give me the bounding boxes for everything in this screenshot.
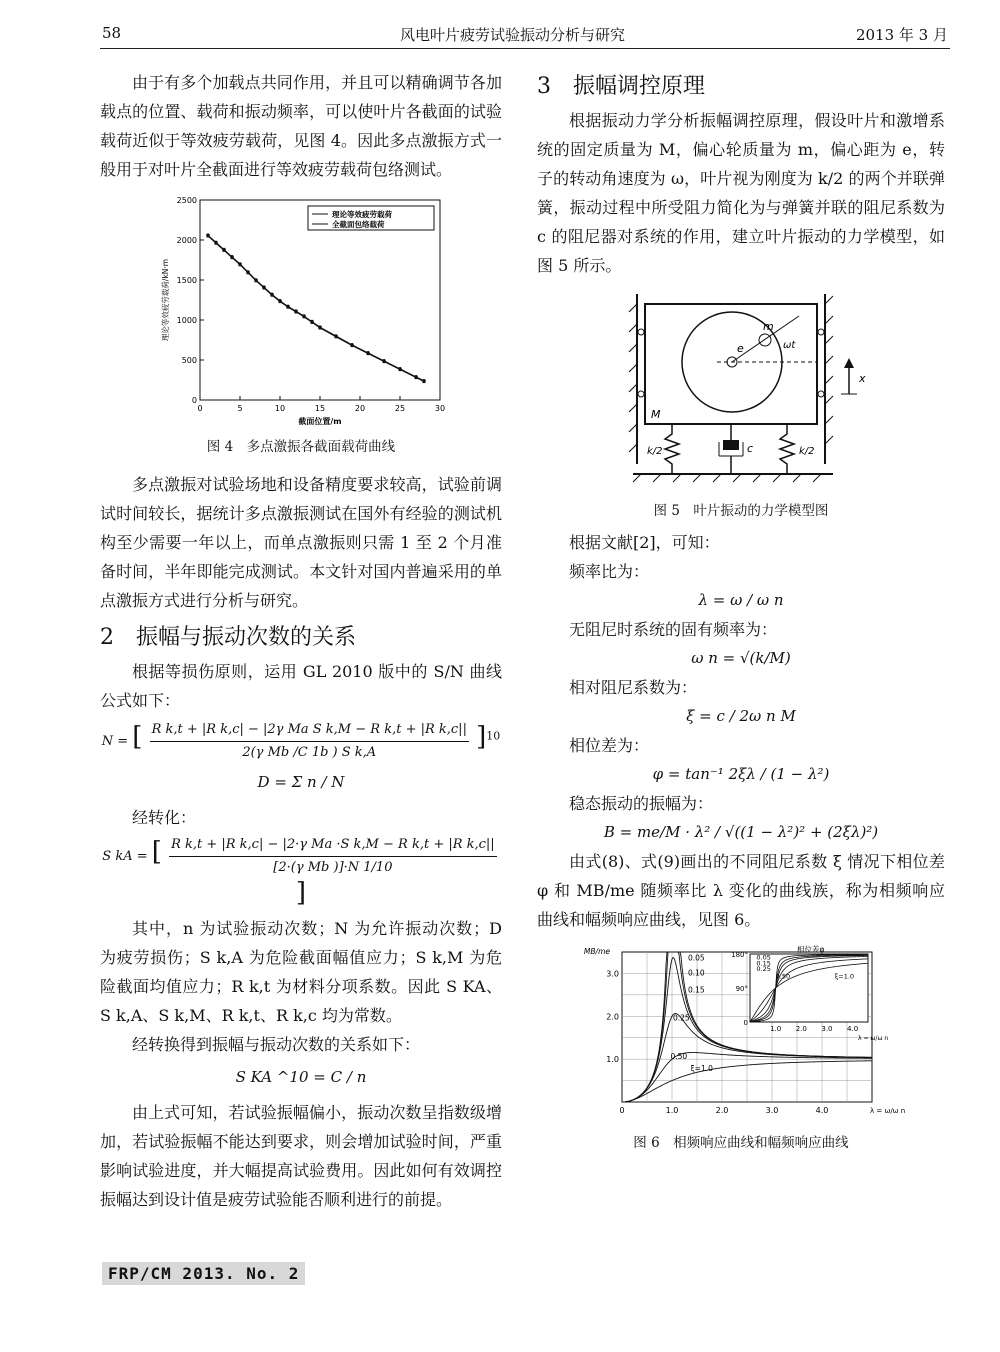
figure-6-caption: 图 6 相频响应曲线和幅频响应曲线 [633, 1135, 849, 1151]
x-tick-label: 20 [354, 404, 366, 413]
figure-5-mechanical-model [537, 294, 945, 494]
eq-numerator: R k,t + |R k,c| − |2γ Ma S k,M − R k,t + |R k,c|| [150, 719, 469, 742]
equation-SKA: S KA ^10 = C / n [235, 1068, 367, 1086]
y-tick-label: 3.0 [606, 969, 619, 979]
x-tick-label: 0 [619, 1106, 625, 1115]
inset-curve-label: 0.50 [775, 972, 791, 981]
inset-curve-label: 0.05 [756, 953, 771, 962]
curve-label: 0.25 [673, 1013, 690, 1023]
journal-title: 风电叶片疲劳试验振动分析与研究 [400, 26, 626, 44]
x-tick-label: 2.0 [715, 1106, 729, 1115]
x-tick-label: 0 [197, 404, 203, 413]
right-column [537, 68, 945, 1154]
label-phase: 相位差为： [569, 736, 650, 755]
label-m: m [763, 320, 774, 333]
figure-5-caption: 图 5 叶片振动的力学模型图 [653, 503, 829, 519]
data-point [351, 344, 354, 347]
paragraph: 根据振动力学分析振幅调控原理，假设叶片和激增系统的固定质量为 M，偏心轮质量为 m，偏心距为 e，转子的转动角速度为 ω，叶片视为刚度为 k/2 的两个并联弹簧，振动过程中所受阻力简化为与弹簧并联的阻尼系数为 c 的阻尼器对系统的作用，建立叶片振动的力学模型，如图 5 所示。 [537, 111, 945, 275]
label-M: M [651, 408, 661, 421]
curve-label: 0.15 [688, 985, 705, 995]
inset-x-tick: 3.0 [821, 1025, 833, 1033]
data-point [319, 327, 322, 330]
label-c: c [747, 442, 754, 455]
inset-x-label: λ = ω/ω n [858, 1035, 889, 1042]
label-amplitude: 稳态振动的振幅为： [569, 794, 714, 813]
data-point [223, 249, 226, 252]
issue-date: 2013 年 3 月 [855, 26, 948, 44]
label-damping-ratio: 相对阻尼系数为： [569, 678, 698, 697]
page-header [100, 22, 950, 49]
equation-D: D = Σ n / N [257, 773, 345, 791]
eq-numerator: R k,t + |R k,c| − |2·γ Ma ·S k,M − R k,t + |R k,c|| [169, 834, 497, 857]
eq-label: N = [101, 734, 129, 749]
paragraph: 由于有多个加载点共同作用，并且可以精确调节各加载点的位置、载荷和振动频率，可以使叶片各截面的试验载荷近似于等效疲劳载荷，见图 4。因此多点激振方式一般用于对叶片全截面进行等效疲劳载荷包络测试。 [100, 73, 502, 179]
figure-4-load-chart [100, 192, 502, 432]
data-point [279, 300, 282, 303]
y-tick-label: 1000 [176, 316, 197, 325]
inset-curve-label: 0.25 [756, 965, 771, 973]
inset-title: 相位差φ [797, 945, 825, 954]
y-tick-label: 1.0 [606, 1055, 619, 1065]
y-tick-label: 2000 [176, 236, 197, 245]
data-point [255, 279, 258, 282]
data-point [239, 263, 242, 266]
equation-phi: φ = tan⁻¹ 2ξλ / (1 − λ²) [652, 765, 830, 783]
label-k2-left: k/2 [647, 446, 663, 457]
y-tick-label: 2.0 [606, 1012, 619, 1022]
inset-curve-label: 0.15 [756, 959, 771, 968]
curve-label: ξ=1.0 [690, 1064, 713, 1074]
x-tick-label: 4.0 [815, 1106, 829, 1115]
inset-curve-label: ξ=1.0 [834, 972, 855, 981]
data-point [271, 294, 274, 297]
label-frequency-ratio: 频率比为： [569, 562, 650, 581]
paragraph: 其中，n 为试验振动次数；N 为允许振动次数；D 为疲劳损伤；S k,A 为危险截面幅值应力；S k,M 为危险截面均值应力；R k,t 为材料分项系数。因此 S KA、S k,A、S k,M、R k,t、R k,c 均为常数。 [100, 919, 502, 1025]
paragraph: 经转换得到振幅与振动次数的关系如下： [132, 1035, 421, 1054]
y-tick-label: 2500 [176, 196, 197, 205]
curve-label: 0.10 [688, 968, 705, 978]
x-axis-label: 截面位置/m [298, 417, 342, 426]
figure-4-caption: 图 4 多点激振各截面载荷曲线 [206, 439, 396, 455]
eq-denominator: [2·(γ Mb )]·N 1/10 [273, 860, 393, 875]
label-natural-frequency: 无阻尼时系统的固有频率为： [569, 620, 778, 639]
paragraph: 多点激振对试验场地和设备精度要求较高，试验前调试时间较长，据统计多点激振测试在国外有经验的测试机构至少需要一年以上，而单点激振则只需 1 至 2 个月准备时间，半年即能完成测试。本文针对国内普遍采用的单点激振方式进行分析与研究。 [100, 475, 502, 610]
data-point [231, 256, 234, 259]
equation-wn: ω n = √(k/M) [691, 649, 791, 667]
legend-label: 全截面包络载荷 [332, 220, 385, 229]
equation-xi: ξ = c / 2ω n M [686, 707, 796, 725]
section-3-title: 3 振幅调控原理 [537, 74, 705, 99]
data-point [311, 321, 314, 324]
eq-label: S kA = [102, 849, 148, 864]
left-column [100, 68, 502, 1214]
inset-y-tick: 0 [743, 1019, 748, 1027]
y-tick-label: 0 [191, 396, 197, 405]
series-line-1 [208, 235, 424, 381]
data-point [207, 235, 210, 238]
y-axis-label: MB/me [583, 947, 610, 956]
data-point [303, 315, 306, 318]
legend-label: 理论等效疲劳载荷 [332, 210, 392, 219]
equation-S: S kA = [ $\frac{\text{R k,t + |R k,c| − |2·γ Ma ·S k,M − R k,t + |R k,c||}}{\text{[2·(γ Mb )]·N 1/10}}$ ] [100, 834, 502, 912]
data-point [295, 311, 298, 314]
footer-journal: FRP/CM 2013. No. 2 [102, 1262, 305, 1285]
label-e: e [737, 342, 744, 355]
x-tick-label: 3.0 [765, 1106, 779, 1115]
label-wt: ωt [783, 340, 796, 351]
data-point [287, 306, 290, 309]
eq-exponent: 10 [486, 729, 501, 743]
x-tick-label: 25 [394, 404, 406, 413]
x-axis-label: λ = ω/ω n [870, 1107, 906, 1115]
label-x: x [859, 372, 866, 385]
eq-denominator: 2(γ Mb /C 1b ) S k,A [242, 745, 377, 760]
inset-x-tick: 1.0 [770, 1025, 782, 1033]
x-tick-label: 15 [314, 404, 326, 413]
inset-x-tick: 4.0 [847, 1025, 859, 1033]
data-point [423, 380, 426, 383]
x-tick-label: 1.0 [665, 1106, 679, 1115]
figure-6-response-curves [537, 940, 945, 1130]
data-point [263, 287, 266, 290]
equation-lambda: λ = ω / ω n [698, 591, 784, 609]
x-tick-label: 30 [434, 404, 446, 413]
data-point [335, 335, 338, 338]
y-axis-label: 理论等效疲劳载荷/kN·m [161, 258, 170, 342]
inset-x-tick: 2.0 [795, 1025, 807, 1033]
series-line-2 [208, 236, 424, 382]
data-point [367, 352, 370, 355]
inset-y-tick: 180° [731, 951, 748, 959]
data-point [399, 368, 402, 371]
paragraph: 根据等损伤原则，运用 GL 2010 版中的 S/N 曲线公式如下： [100, 662, 502, 710]
data-point [247, 271, 250, 274]
curve-label: 0.05 [688, 953, 705, 963]
x-tick-label: 10 [274, 404, 286, 413]
page-number: 58 [102, 24, 122, 42]
section-2-title: 2 振幅与振动次数的关系 [100, 625, 356, 650]
data-point [215, 242, 218, 245]
y-tick-label: 1500 [176, 276, 197, 285]
equation-N: N = [ $\frac{\text{R k,t + |R k,c| − |2γ Ma S k,M − R k,t + |R k,c||}}{\text{2(γ Mb /C 1b ) S k,A}}$ ]$^{10}$ [100, 719, 502, 764]
data-point [383, 360, 386, 363]
label-k2-right: k/2 [799, 446, 815, 457]
x-tick-label: 5 [237, 404, 243, 413]
curve-label: 0.50 [670, 1052, 688, 1062]
mass-box [645, 304, 817, 424]
y-tick-label: 500 [181, 356, 197, 365]
inset-y-tick: 90° [735, 985, 748, 993]
equation-B: B = me/M · λ² / √((1 − λ²)² + (2ξλ)²) [603, 823, 879, 841]
paragraph: 根据文献[2]，可知： [569, 533, 720, 552]
paragraph: 经转化： [132, 808, 197, 827]
paragraph: 由式(8)、式(9)画出的不同阻尼系数 ξ 情况下相位差 φ 和 MB/me 随频率比 λ 变化的曲线族，称为相频响应曲线和幅频响应曲线，见图 6。 [537, 852, 945, 929]
data-point [415, 376, 418, 379]
paragraph: 由上式可知，若试验振幅偏小，振动次数呈指数级增加，若试验振幅不能达到要求，则会增加试验时间，严重影响试验进度，并大幅提高试验费用。因此如何有效调控振幅达到设计值是疲劳试验能否顺利进行的前提。 [100, 1103, 502, 1209]
